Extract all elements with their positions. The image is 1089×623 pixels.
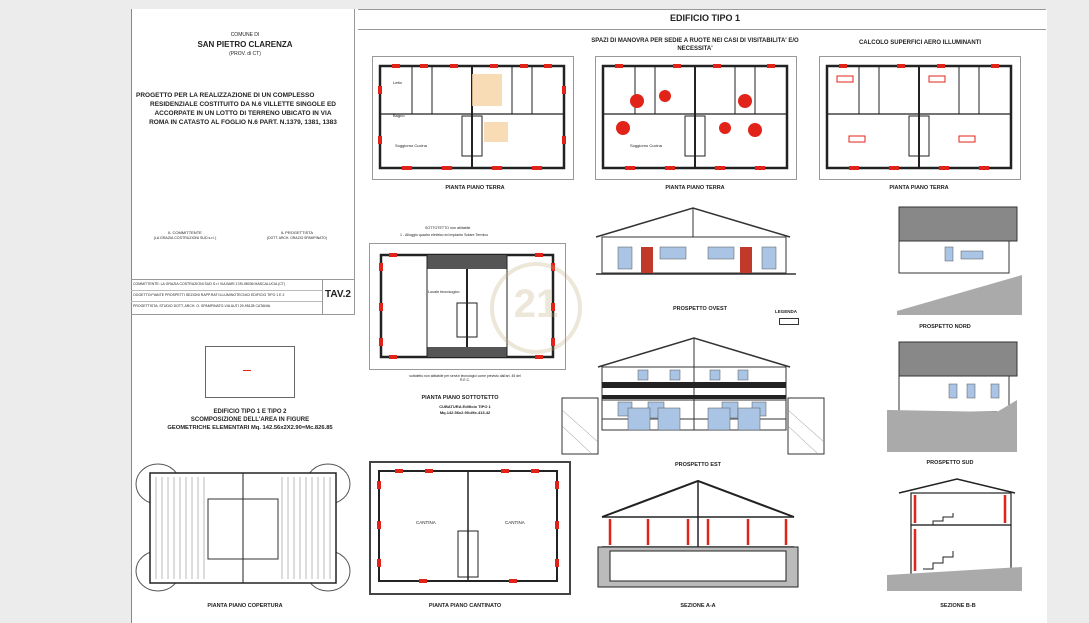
header-line-bottom <box>358 29 1046 30</box>
cantinato-drawing <box>369 461 567 591</box>
progettista-row: PROGETTISTA: STUDIO DOTT. ARCH. O. SPAMPINATO-VIA AUTI 29-95128 CATANIA <box>133 304 271 308</box>
legenda-symbol <box>779 318 799 325</box>
sezione-aa-label: SEZIONE A-A <box>680 603 716 609</box>
watermark-text: 21 <box>513 282 559 326</box>
scomposizione-line-1: EDIFICIO TIPO 1 E TIPO 2 <box>213 409 287 415</box>
plan-1-label: PIANTA PIANO TERRA <box>445 185 505 191</box>
copertura-label: PIANTA PIANO COPERTURA <box>207 603 283 609</box>
row-divider <box>131 301 322 302</box>
sottotetto-label: PIANTA PIANO SOTTOTETTO <box>421 395 499 401</box>
plan-1-room-bagno: Bagno <box>393 113 405 118</box>
prospetto-est-label: PROSPETTO EST <box>674 462 722 468</box>
comune-name: SAN PIETRO CLARENZA <box>197 40 293 49</box>
plan-3-drawing <box>819 56 1019 178</box>
header-line-top <box>358 9 1046 10</box>
prospetto-nord-drawing <box>897 203 1022 315</box>
plan-1-room-letto: Letto <box>393 80 402 85</box>
cantina-left-label: CANTINA <box>416 520 436 525</box>
project-line-4: ROMA IN CATASTO AL FOGLIO N.6 PART. N.1379, 1381, 1383 <box>149 119 337 126</box>
progettista-name: (DOTT. ARCH. ORAZIO SPAMPINATO) <box>267 236 327 240</box>
copertura-drawing <box>136 459 350 599</box>
prospetto-ovest-label: PROSPETTO OVEST <box>673 306 727 312</box>
scomposizione-marker <box>243 370 251 371</box>
plan-1-room-soggiorno: Soggiorno Cucina <box>395 143 427 148</box>
prospetto-ovest-drawing <box>596 200 796 280</box>
tav-number: TAV.2 <box>325 289 351 300</box>
sottotetto-bottom-note: sottotetto non abitabile per servizi tecnologici come previsto dall'art. 45 del R.E.C. <box>409 374 521 382</box>
plan-2-label: PIANTA PIANO TERRA <box>665 185 725 191</box>
plan-2-room-soggiorno: Soggiorno Cucina <box>630 143 662 148</box>
locale-tecnologico-label: Locale tecnologico <box>428 290 460 294</box>
prospetto-est-drawing <box>562 330 824 455</box>
sezione-bb-drawing <box>887 475 1022 595</box>
scomposizione-rect <box>205 346 295 398</box>
committente-name: (LA GRAZIA COSTRUZIONI SUD s.r.l.) <box>153 236 217 240</box>
sezione-bb-label: SEZIONE B-B <box>940 603 976 609</box>
sottotetto-note-1: SOTTOTETTO non abitabile <box>425 226 471 230</box>
plan-3-label: PIANTA PIANO TERRA <box>889 185 949 191</box>
cantina-right-label: CANTINA <box>505 520 525 525</box>
sezione-aa-drawing <box>588 475 808 595</box>
cubatura-value: Mq.142.56x2.90=Mc.413.42 <box>439 410 491 415</box>
oggetto-row: OGGETTO:PIANTE PROSPETTI SEZIONI RAPP.RATI ILLUMINOTECNICI EDIFICIO TIPO 1 E 2 <box>133 293 285 297</box>
committente-row: COMMITTENTE: LA GRAZIA COSTRUZIONI SUD S.r.l VIA BARI 17/B-98036 MASCALUCIA (CT) <box>133 282 286 286</box>
progettista-label: IL PROGETTISTA <box>280 230 314 235</box>
plan-2-drawing <box>595 56 795 178</box>
comune-label: COMUNE DI <box>230 32 260 38</box>
scomposizione-line-2: SCOMPOSIZIONE DELL'AREA IN FIGURE <box>190 417 310 423</box>
prospetto-sud-drawing <box>887 340 1022 455</box>
row-divider <box>131 290 322 291</box>
project-line-1: PROGETTO PER LA REALIZZAZIONE DI UN COMPLESSO <box>136 92 315 99</box>
project-line-3: ACCORPATE IN UN LOTTO DI TERRENO UBICATO IN VIA <box>154 110 332 117</box>
sheet-title: EDIFICIO TIPO 1 <box>669 13 740 23</box>
scomposizione-line-3: GEOMETRICHE ELEMENTARI Mq. 142.56x2X2.90=Mc.826.85 <box>167 425 333 431</box>
calcolo-title: CALCOLO SUPERFICI AERO ILLUMINANTI <box>858 40 982 46</box>
project-line-2: RESIDENZIALE COSTITUITO DA N.6 VILLETTE SINGOLE ED <box>150 101 336 108</box>
cantinato-label: PIANTA PIANO CANTINATO <box>428 603 502 609</box>
manovra-title: SPAZI DI MANOVRA PER SEDIE A RUOTE NEI CASI DI VISITABILITA' E/O NECESSITA' <box>591 38 799 52</box>
cubatura-title: CUBATURA Edificio TIPO 1 <box>439 404 491 409</box>
sottotetto-note-2: 1 - Alloggio quadro elettrico ed impianto Solare Termico <box>400 233 489 237</box>
prospetto-nord-label: PROSPETTO NORD <box>919 324 971 330</box>
committente-label: IL COMMITTENTE <box>168 230 202 235</box>
province-label: (PROV. di CT) <box>229 51 261 57</box>
legenda-title: LEGENDA <box>775 309 798 314</box>
prospetto-sud-label: PROSPETTO SUD <box>926 460 974 466</box>
